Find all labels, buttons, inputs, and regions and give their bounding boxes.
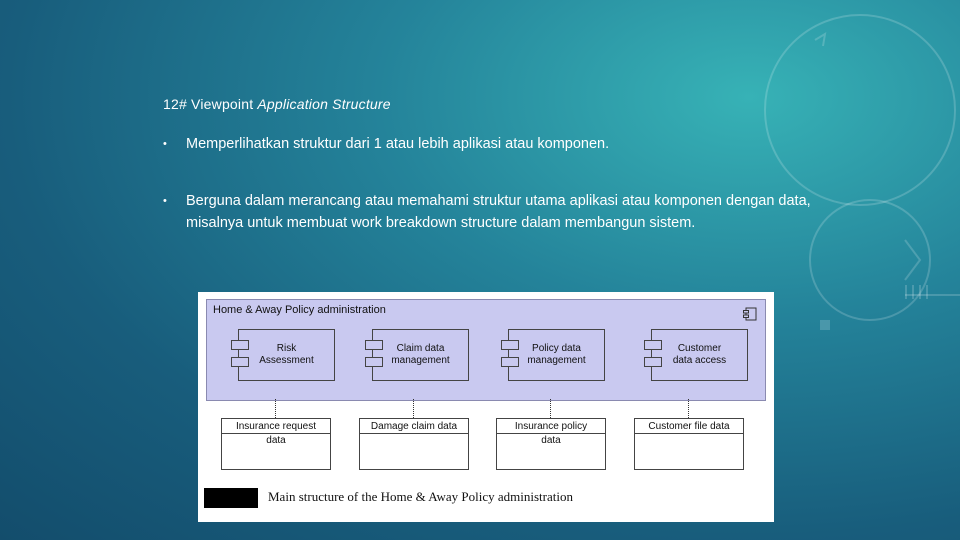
bullet-text: Berguna dalam merancang atau memahami struktur utama aplikasi atau komponen dengan data, misalnya untuk membuat work breakdown structure dalam membangun sistem. xyxy=(186,193,811,231)
data-object-customer-file: Customer file data xyxy=(634,418,744,470)
component-claim-data-management: Claim data management xyxy=(372,329,469,381)
component-policy-data-management: Policy data management xyxy=(508,329,605,381)
bullet-marker: • xyxy=(163,195,167,207)
data-object-insurance-policy: Insurance policy data xyxy=(496,418,606,470)
data-object-insurance-request: Insurance request data xyxy=(221,418,331,470)
diagram-caption: Main structure of the Home & Away Policy administration xyxy=(268,489,573,504)
bullet-text: Memperlihatkan struktur dari 1 atau lebih aplikasi atau komponen. xyxy=(186,136,610,152)
component-customer-data-access: Customer data access xyxy=(651,329,748,381)
application-container xyxy=(206,299,766,401)
architecture-diagram xyxy=(198,292,774,522)
data-object-damage-claim: Damage claim data xyxy=(359,418,469,470)
application-title: Home & Away Policy administration xyxy=(213,304,386,316)
slide-title: 12# Viewpoint Application Structure xyxy=(163,96,391,112)
access-line xyxy=(413,399,414,418)
bullet-marker: • xyxy=(163,138,167,150)
component-icon xyxy=(743,307,757,321)
component-risk-assessment: Risk Assessment xyxy=(238,329,335,381)
access-line xyxy=(688,399,689,418)
redaction-box xyxy=(204,488,258,508)
access-line xyxy=(550,399,551,418)
access-line xyxy=(275,399,276,418)
